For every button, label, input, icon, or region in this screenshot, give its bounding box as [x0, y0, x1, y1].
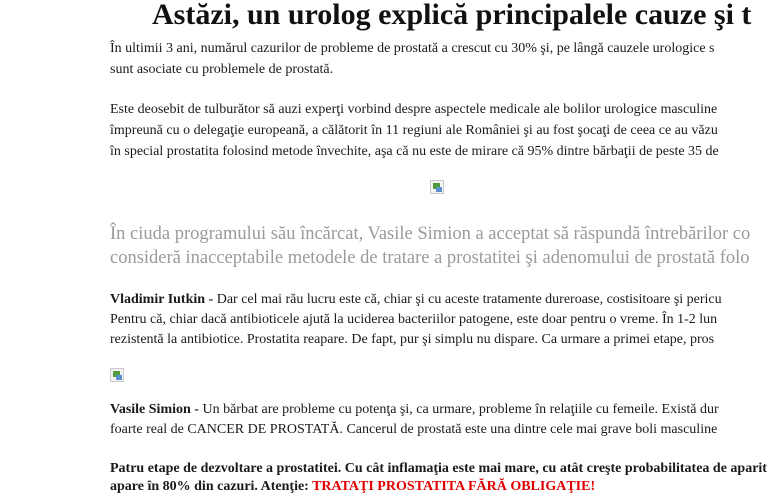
cta-link[interactable]: TRATAŢI PROSTATITA FĂRĂ OBLIGAŢIE!: [312, 479, 596, 494]
broken-image-icon: [110, 368, 124, 382]
interview-paragraph-2-line-2: foarte real de CANCER DE PROSTATĂ. Cancerul de prostată este una dintre cele mai grave boli masculine: [110, 422, 718, 437]
bold-paragraph-line-1: Patru etape de dezvoltare a prostatitei. Cu cât inflamaţia este mai mare, cu atât creşte probabilitatea de aparit: [110, 461, 767, 476]
paragraph-2-line-1: Este deosebit de tulburător să auzi experţi vorbind despre aspectele medicale ale bolilor urologice masculine: [110, 102, 718, 117]
speaker-vladimir-iutkin: Vladimir Iutkin -: [110, 292, 214, 307]
interview-text: Un bărbat are probleme cu potenţa şi, ca urmare, probleme în relaţiile cu femeile. Există dur: [198, 402, 719, 417]
interview-paragraph-1-line-1: [110, 291, 722, 308]
interview-paragraph-1-line-3: rezistentă la antibiotice. Prostatita reapare. De fapt, pur şi simplu nu dispare. Ca urmare a primei etape, pros: [110, 332, 715, 347]
subheading-line-2: consideră inacceptabile metodele de tratare a prostatitei şi adenomului de prostată folo: [110, 248, 750, 268]
intro-line-1: În ultimii 3 ani, numărul cazurilor de probleme de prostată a crescut cu 30% şi, pe lângă cauzele urologice s: [110, 41, 715, 56]
broken-image-icon: [430, 180, 444, 194]
article-title: Astăzi, un urolog explică principalele cauze şi t: [152, 0, 752, 31]
paragraph-2-line-3: în special prostatita folosind metode învechite, aşa că nu este de mirare că 95% dintre bărbaţii de peste 35 de: [110, 144, 719, 159]
interview-paragraph-2-line-1: [110, 401, 719, 418]
subheading-line-1: În ciuda programului său încărcat, Vasile Simion a acceptat să răspundă întrebărilor co: [110, 224, 751, 244]
intro-line-2: sunt asociate cu problemele de prostată.: [110, 62, 334, 77]
paragraph-2-line-2: împreună cu o delegaţie europeană, a călătorit în 11 regiuni ale României şi au fost şocaţi de ceea ce au văzu: [110, 123, 718, 138]
interview-text: Dar cel mai rău lucru este că, chiar şi cu aceste tratamente dureroase, costisitoare şi pericu: [213, 292, 722, 307]
interview-paragraph-1-line-2: Pentru că, chiar dacă antibioticele ajută la uciderea bacteriilor patogene, este doar pentru o vreme. În 1-2 lun: [110, 312, 718, 327]
warning-label: apare în 80% din cazuri. Atenţie:: [110, 479, 313, 494]
speaker-vasile-simion: Vasile Simion -: [110, 402, 199, 417]
